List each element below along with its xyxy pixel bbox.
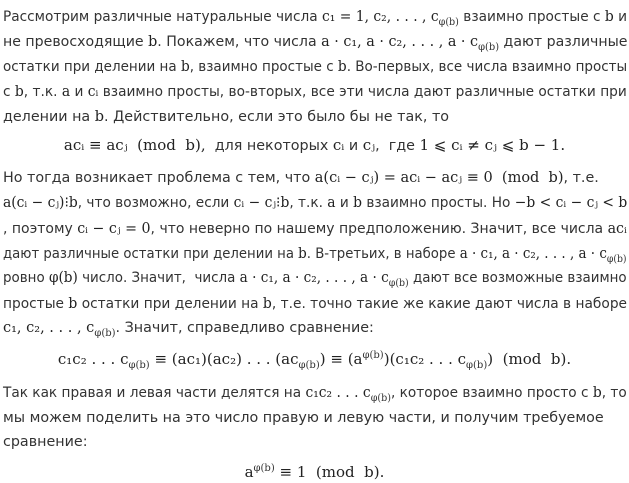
math-superscript: φ(b): [253, 463, 275, 475]
math-expression: b: [604, 9, 614, 25]
text-fragment: для некоторых: [205, 138, 333, 154]
math-subscript: φ(b): [438, 16, 459, 28]
text-fragment: , что возможно, если: [77, 195, 234, 211]
text-fragment: ровно: [3, 270, 49, 286]
text-fragment: простые: [3, 296, 69, 312]
math-expression: a: [327, 195, 336, 211]
text-fragment: с: [3, 84, 15, 100]
text-fragment: . В-третьих, в наборе: [306, 246, 460, 262]
display-formula: [0, 462, 629, 482]
math-expression: ≡ (ac₁)(ac₂) . . . (ac: [149, 350, 299, 368]
text-line: [3, 168, 599, 188]
math-expression: ) (mod b).: [487, 350, 572, 368]
text-fragment: и: [613, 9, 627, 25]
text-line: [3, 268, 627, 288]
math-expression: a · c₁, a · c₂, . . . , a · c: [459, 246, 607, 262]
math-expression: cᵢ: [87, 84, 99, 100]
text-line: [3, 107, 449, 127]
text-line: [3, 82, 627, 102]
text-fragment: остатки при делении на: [77, 296, 263, 312]
math-expression: c₁c₂ . . . c: [305, 385, 371, 401]
math-expression: a(cᵢ − cⱼ) = acᵢ − acⱼ ≡ 0 (mod b): [314, 170, 564, 186]
text-line: [3, 294, 627, 314]
math-subscript: φ(b): [388, 277, 409, 289]
text-line: [3, 318, 374, 338]
text-fragment: . Значит, справедливо сравнение:: [115, 320, 374, 336]
math-expression: ) ≡ (a: [319, 350, 363, 368]
text-fragment: , то: [601, 385, 627, 401]
math-expression: a(cᵢ − cⱼ)⁝b: [3, 195, 78, 211]
math-expression: 1 ⩽ cᵢ ≠ cⱼ ⩽ b − 1.: [419, 136, 566, 154]
text-fragment: , взаимно простые с: [189, 59, 338, 75]
math-expression: ≡ 1 (mod b).: [274, 463, 385, 481]
math-expression: acᵢ ≡ acⱼ (mod b),: [63, 136, 206, 154]
math-superscript: φ(b): [362, 350, 384, 362]
text-line: [3, 219, 627, 239]
display-formula: [0, 135, 629, 155]
text-fragment: и: [344, 138, 363, 154]
math-expression: c₁c₂ . . . c: [57, 350, 129, 368]
math-expression: a · c₁, a · c₂, . . . , a · c: [239, 270, 389, 286]
math-expression: b: [148, 34, 158, 50]
math-subscript: φ(b): [466, 359, 488, 371]
math-expression: a: [61, 84, 71, 100]
text-line: [3, 193, 627, 213]
text-fragment: дают различные: [499, 34, 628, 50]
text-fragment: Но тогда возникает проблема с тем, что: [3, 170, 315, 186]
math-expression: b: [94, 109, 105, 125]
text-fragment: Так как правая и левая части делятся на: [3, 385, 306, 401]
text-fragment: , которое взаимно просто с: [390, 385, 593, 401]
math-subscript: φ(b): [128, 359, 150, 371]
text-fragment: взаимно простые с: [458, 9, 605, 25]
text-fragment: . Во-первых, все числа взаимно просты: [346, 59, 628, 75]
text-fragment: взаимно просты, во-вторых, все эти числа дают различные остатки при: [98, 84, 627, 100]
math-expression: b: [14, 84, 24, 100]
text-fragment: взаимно просты. Но: [361, 195, 515, 211]
math-expression: )(c₁c₂ . . . c: [383, 350, 467, 368]
math-expression: acᵢ: [607, 221, 627, 237]
text-fragment: число. Значит, числа: [77, 270, 240, 286]
text-fragment: , поэтому: [3, 221, 78, 237]
math-expression: b: [298, 246, 307, 262]
math-expression: b: [353, 195, 362, 211]
math-expression: cᵢ − cⱼ = 0: [77, 221, 151, 237]
math-expression: b: [262, 296, 272, 312]
text-fragment: , где: [375, 138, 420, 154]
math-expression: b: [337, 59, 347, 75]
text-fragment: , т.к.: [289, 195, 328, 211]
text-fragment: . Покажем, что числа: [157, 34, 322, 50]
text-fragment: . Действительно, если это было бы не так, то: [104, 109, 450, 125]
math-expression: φ(b): [48, 270, 78, 286]
math-expression: a: [244, 463, 254, 481]
text-fragment: , т.е. точно такие же какие дают числа в наборе: [271, 296, 628, 312]
text-fragment: , т.к.: [23, 84, 62, 100]
math-expression: c₁ = 1, c₂, . . . , c: [321, 9, 439, 25]
text-fragment: делении на: [3, 109, 95, 125]
text-fragment: дают все возможные взаимно: [408, 270, 627, 286]
text-fragment: , т.е.: [563, 170, 599, 186]
text-line: [3, 32, 627, 52]
math-expression: b: [180, 59, 190, 75]
text-line: [3, 432, 88, 452]
math-expression: b: [68, 296, 78, 312]
math-subscript: φ(b): [370, 392, 391, 404]
text-fragment: сравнение:: [3, 434, 88, 450]
display-formula: [0, 349, 629, 369]
text-fragment: и: [70, 84, 88, 100]
math-expression: a · c₁, a · c₂, . . . , a · c: [321, 34, 479, 50]
text-line: [3, 408, 604, 428]
text-fragment: и: [335, 195, 354, 211]
text-line: [3, 383, 627, 403]
math-expression: cᵢ − cⱼ⁝b: [233, 195, 290, 211]
text-line: [3, 7, 627, 27]
math-subscript: φ(b): [298, 359, 320, 371]
math-expression: cᵢ: [332, 136, 345, 154]
text-fragment: дают различные остатки при делении на: [3, 246, 299, 262]
text-fragment: мы можем поделить на это число правую и левую части, и получим требуемое: [3, 410, 604, 426]
math-expression: c₁, c₂, . . . , c: [3, 320, 95, 336]
math-subscript: φ(b): [478, 41, 500, 53]
math-expression: cⱼ: [362, 136, 376, 154]
text-line: [3, 57, 627, 77]
text-fragment: , что неверно по нашему предположению. Значит, все числа: [150, 221, 608, 237]
math-expression: b: [592, 385, 602, 401]
math-expression: −b < cᵢ − cⱼ < b: [514, 195, 628, 211]
text-fragment: Рассмотрим различные натуральные числа: [3, 9, 322, 25]
math-subscript: φ(b): [94, 327, 116, 339]
text-fragment: остатки при делении на: [3, 59, 181, 75]
text-fragment: не превосходящие: [3, 34, 149, 50]
math-subscript: φ(b): [606, 253, 627, 265]
text-line: [3, 244, 627, 264]
